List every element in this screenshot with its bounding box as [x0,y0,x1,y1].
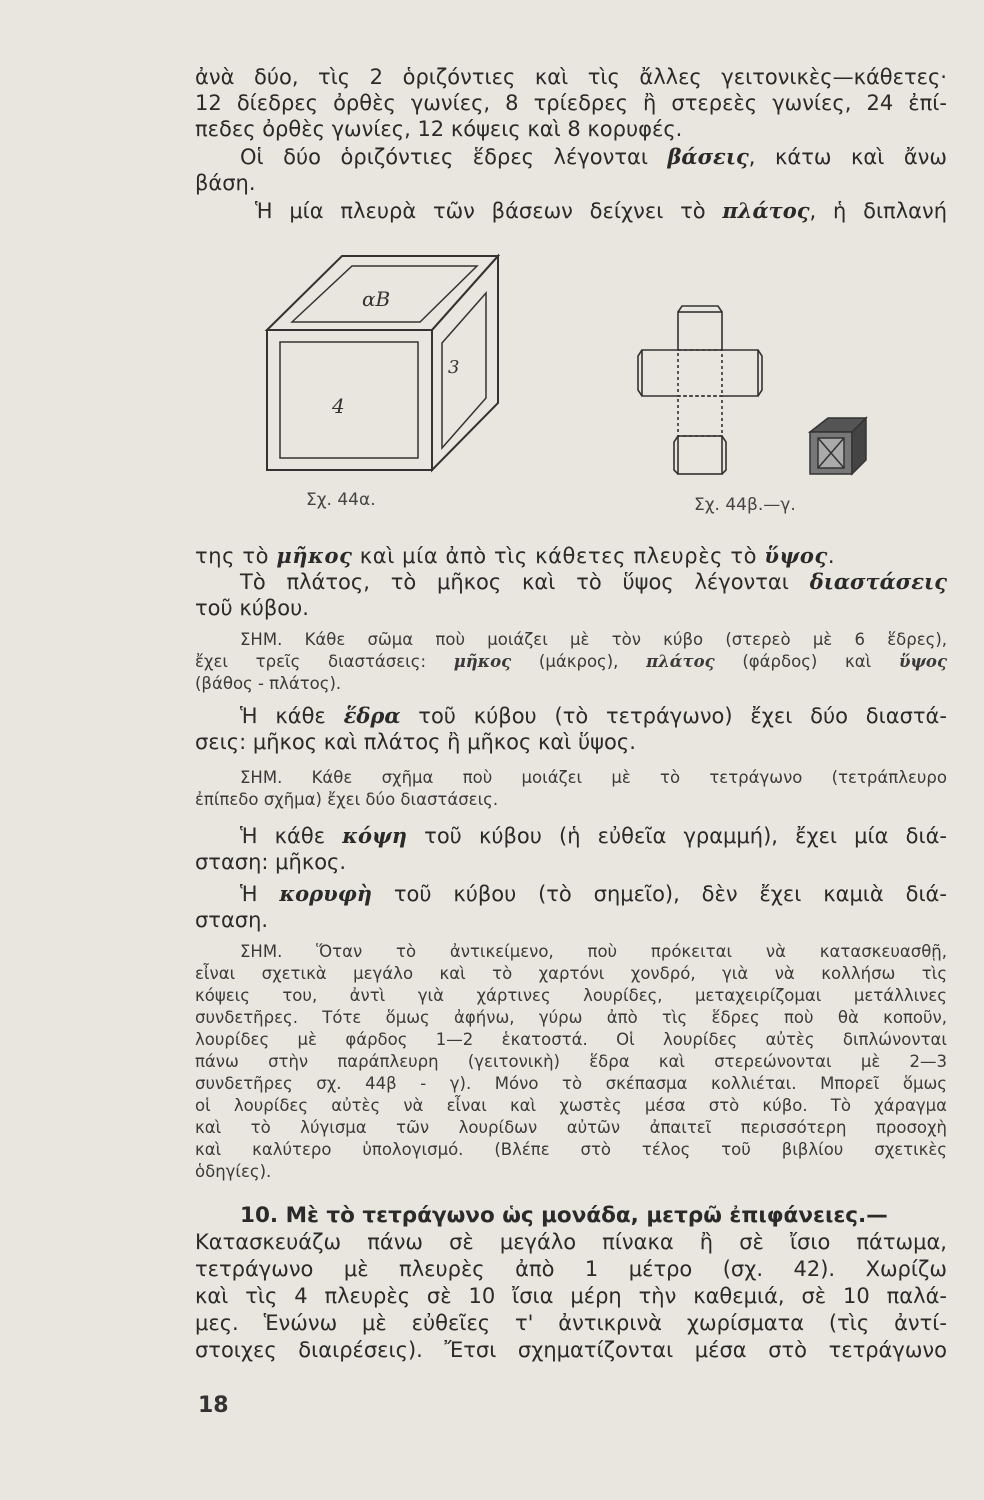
text-line: συνδετῆρες σχ. 44β - γ). Μόνο τὸ σκέπασμα κολλιέται. Μπορεῖ ὅμως [195,1074,947,1093]
text-line: 12 δίεδρες ὀρθὲς γωνίες, 8 τρίεδρες ἢ στερεὲς γωνίες, 24 ἐπί- [195,91,947,115]
text-segment: (μάκρος), [511,652,647,671]
figure-44a-cube [262,248,522,488]
term-edge: κόψη [342,823,408,848]
term-dimensions: διαστάσεις [809,569,947,594]
term-length: μῆκος [453,652,512,671]
text-line [195,144,947,170]
text-line [195,543,947,569]
text-segment: Ἡ κάθε [240,824,343,848]
paragraph-cube-elements [195,64,947,142]
text-segment: Ἡ μία πλευρὰ τῶν βάσεων δείχνει τὸ [255,199,723,223]
cube-side-label: 3 [448,357,460,378]
paragraph-face [195,703,947,755]
term-vertex: κορυφὴ [279,881,372,906]
text-segment: (φάρδος) καὶ [714,652,899,671]
text-line: ὁδηγίες). [195,1162,272,1181]
text-line: τετράγωνο μὲ πλευρὲς ἀπὸ 1 μέτρο (σχ. 42). Χωρίζω [195,1257,947,1281]
note-large-object [195,941,947,1183]
text-line: ΣΗΜ. Κάθε σχῆμα ποὺ μοιάζει μὲ τὸ τετράγωνο (τετράπλευρο [240,768,947,787]
paragraph-edge [195,823,947,875]
text-line: συνδετῆρες. Τότε ὅμως ἀφήνω, γύρω ἀπὸ τὶς ἕδρες ποὺ θὰ κοποῦν, [195,1008,947,1027]
paragraph-length-height [195,543,947,569]
text-line: πάνω στὴν παράπλευρη (γειτονικὴ) ἕδρα καὶ στερεώνονται μὲ 2—3 [195,1052,947,1071]
text-line: σταση. [195,908,269,932]
text-segment: Οἱ δύο ὁριζόντιες ἕδρες λέγονται [240,145,668,169]
text-line: βάση. [195,171,256,195]
paragraph-width [195,198,947,224]
term-width: πλάτος [646,652,715,671]
text-line: πεδες ὀρθὲς γωνίες, 12 κόψεις καὶ 8 κορυφές. [195,117,683,141]
text-segment: Τὸ πλάτος, τὸ μῆκος καὶ τὸ ὕψος λέγονται [240,570,810,594]
figure-44c-assembled-box [806,414,870,478]
text-line: ἐπίπεδο σχῆμα) ἔχει δύο διαστάσεις. [195,790,499,809]
term-length: μῆκος [276,543,353,568]
text-line [195,569,947,595]
text-line: σταση: μῆκος. [195,850,347,874]
text-segment: τοῦ κύβου (τὸ τετράγωνο) ἔχει δύο διαστά- [400,704,947,728]
text-line: σεις: μῆκος καὶ πλάτος ἢ μῆκος καὶ ὕψος. [195,730,636,754]
text-segment: Ἡ κάθε [240,704,344,728]
note-solid-dimensions [195,629,947,695]
text-line: ΣΗΜ. Ὅταν τὸ ἀντικείμενο, ποὺ πρόκειται νὰ κατασκευασθῇ, [240,942,947,961]
term-height: ὕψος [898,652,947,671]
text-line: εἶναι σχετικὰ μεγάλο καὶ τὸ χαρτόνι χονδρό, γιὰ νὰ κολλήσω τὶς [195,964,947,983]
caption-44b-c: Σχ. 44β.—γ. [694,495,796,515]
text-line: ἀνὰ δύο, τὶς 2 ὁριζόντιες καὶ τὶς ἄλλες γειτονικὲς—κάθετες· [195,65,947,89]
term-height: ὕψος [764,543,828,568]
text-segment: τοῦ κύβου (τὸ σημεῖο), δὲν ἔχει καμιὰ διά- [371,882,947,906]
text-line: καὶ καλύτερο ὑπολογισμό. (Βλέπε στὸ τέλος τοῦ βιβλίου σχετικὲς [195,1140,947,1159]
text-line: οἱ λουρίδες αὐτὲς νὰ εἶναι καὶ χωστὲς μέσα στὸ κύβο. Τὸ χάραγμα [195,1096,947,1115]
text-line [195,881,947,907]
term-bases: βάσεις [667,144,749,169]
text-line [195,823,947,849]
term-width: πλάτος [722,198,810,223]
paragraph-dimensions [195,569,947,621]
paragraph-bases [195,144,947,196]
text-line: στοιχες διαιρέσεις). Ἔτσι σχηματίζονται μέσα στὸ τετράγωνο [195,1338,947,1362]
cube-top-label: αΒ [362,287,391,311]
text-line: καὶ τὶς 4 πλευρὲς σὲ 10 ἴσια μέρη τὴν καθεμιά, σὲ 10 παλά- [195,1284,947,1308]
text-segment: τοῦ κύβου (ἡ εὐθεῖα γραμμή), ἔχει μία διά- [407,824,947,848]
text-line: λουρίδες μὲ φάρδος 1—2 ἑκατοστά. Οἱ λουρίδες αὐτὲς διπλώνονται [195,1030,947,1049]
text-line [195,651,947,673]
text-segment: , ἡ διπλανή [809,199,947,223]
text-segment: . [827,544,836,568]
text-segment: καὶ μία ἀπὸ τὶς κάθετες πλευρὲς τὸ [352,544,765,568]
text-line: τοῦ κύβου. [195,596,309,620]
text-line: καὶ τὸ λύγισμα τῶν λουρίδων αὐτῶν ἀπαιτεῖ περισσότερη προσοχὴ [195,1118,947,1137]
text-segment: της τὸ [195,544,277,568]
text-line: κόψεις του, ἀντὶ γιὰ χάρτινες λουρίδες, μεταχειρίζομαι μετάλλινες [195,986,947,1005]
text-line: ΣΗΜ. Κάθε σῶμα ποὺ μοιάζει μὲ τὸν κύβο (στερεὸ μὲ 6 ἕδρες), [240,630,947,649]
text-segment: , κάτω καὶ ἄνω [748,145,947,169]
term-face: ἕδρα [343,703,401,728]
cube-front-label: 4 [332,394,345,418]
text-line: Κατασκευάζω πάνω σὲ μεγάλο πίνακα ἢ σὲ ἴσιο πάτωμα, [195,1230,947,1254]
text-line: μες. Ἑνώνω μὲ εὐθεῖες τ' ἀντικρινὰ χωρίσματα (τὶς ἀντί- [195,1311,947,1335]
section-10 [195,1202,947,1364]
page-number: 18 [198,1393,229,1418]
text-line: (βάθος - πλάτος). [195,674,342,693]
text-segment: Ἡ [240,882,280,906]
text-line [195,703,947,729]
figure-44b-cube-net [636,300,766,480]
note-square-dimensions [195,767,947,811]
text-line [195,198,947,224]
paragraph-vertex [195,881,947,933]
caption-44a: Σχ. 44α. [306,490,376,510]
text-segment: ἔχει τρεῖς διαστάσεις: [195,652,454,671]
section-heading: 10. Μὲ τὸ τετράγωνο ὡς μονάδα, μετρῶ ἐπιφάνειες.— [240,1203,888,1228]
